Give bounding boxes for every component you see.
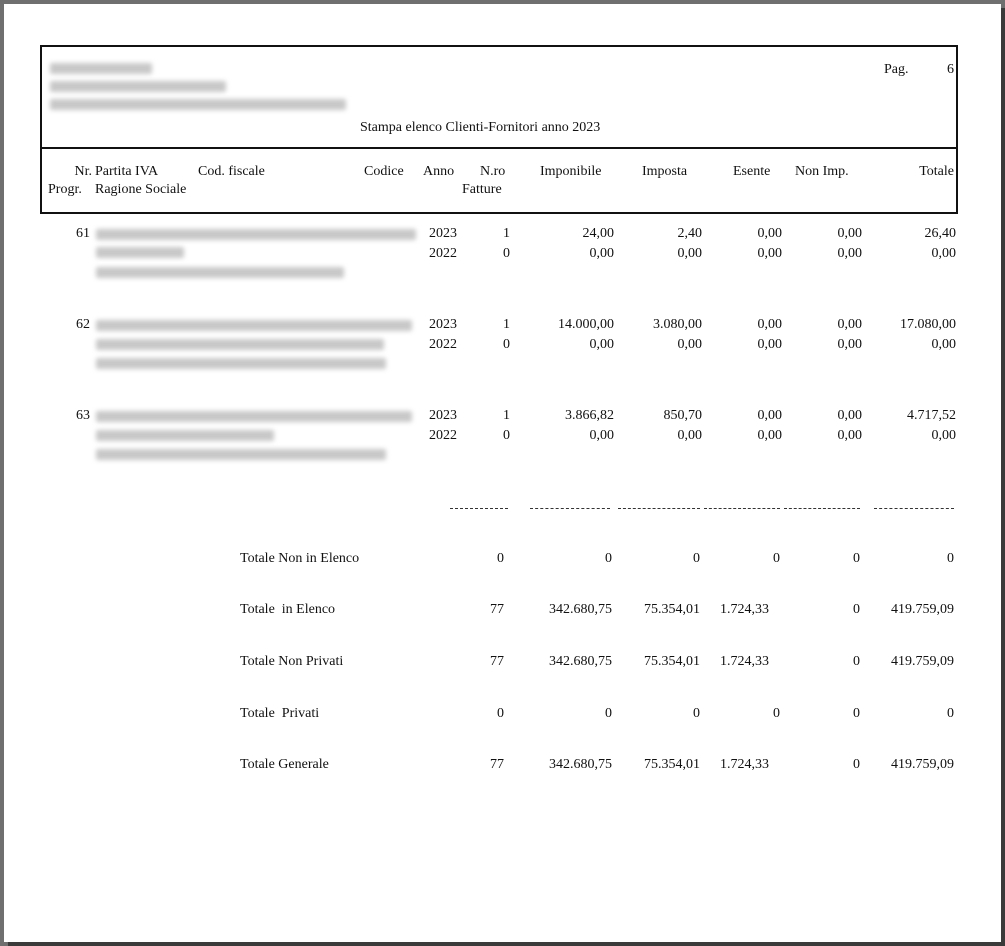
cell-anno: 2022 — [429, 428, 457, 443]
cell-nro: 1 — [503, 317, 510, 332]
cell-totale: 4.717,52 — [907, 408, 956, 423]
separator-non-imp — [784, 508, 860, 509]
total-nro: 77 — [490, 602, 504, 617]
total-nro: 77 — [490, 757, 504, 772]
cell-imponibile: 14.000,00 — [558, 317, 614, 332]
page-shadow-right — [1001, 8, 1005, 946]
cell-non-imp: 0,00 — [837, 246, 862, 261]
cell-imposta: 0,00 — [677, 337, 702, 352]
separator-esente — [704, 508, 780, 509]
cell-non-imp: 0,00 — [837, 226, 862, 241]
redacted-record-line — [96, 339, 384, 350]
cell-imposta: 0,00 — [677, 246, 702, 261]
cell-non-imp: 0,00 — [837, 408, 862, 423]
cell-nro: 0 — [503, 337, 510, 352]
cell-esente: 0,00 — [757, 408, 782, 423]
cell-totale: 0,00 — [931, 337, 956, 352]
total-nro: 0 — [497, 706, 504, 721]
page-label: Pag. — [884, 62, 909, 77]
cell-imposta: 2,40 — [677, 226, 702, 241]
col-header-anno: Anno — [423, 164, 455, 179]
page-shadow-bottom — [8, 942, 1005, 946]
cell-totale: 17.080,00 — [900, 317, 956, 332]
total-imponibile: 342.680,75 — [549, 757, 612, 772]
total-imponibile: 342.680,75 — [549, 654, 612, 669]
cell-anno: 2023 — [429, 226, 457, 241]
total-non-imp: 0 — [853, 654, 860, 669]
cell-non-imp: 0,00 — [837, 317, 862, 332]
cell-esente: 0,00 — [757, 337, 782, 352]
col-header-ragione-sociale: Ragione Sociale — [95, 182, 187, 197]
total-esente: 1.724,33 — [720, 757, 769, 772]
redacted-record-line — [96, 229, 416, 240]
total-non-imp: 0 — [853, 551, 860, 566]
col-header-totale: Totale — [919, 164, 954, 179]
total-imposta: 75.354,01 — [644, 757, 700, 772]
page-number: 6 — [947, 62, 954, 77]
total-totale: 419.759,09 — [891, 602, 954, 617]
cell-totale: 0,00 — [931, 428, 956, 443]
total-imposta: 0 — [693, 551, 700, 566]
total-label: Totale Non in Elenco — [240, 551, 360, 566]
record-progr: 63 — [76, 408, 90, 423]
redacted-company-city — [50, 99, 346, 110]
cell-imposta: 850,70 — [663, 408, 702, 423]
total-non-imp: 0 — [853, 602, 860, 617]
total-imponibile: 0 — [605, 551, 612, 566]
col-header-nro: N.ro — [480, 164, 506, 179]
cell-nro: 0 — [503, 246, 510, 261]
total-nro: 77 — [490, 654, 504, 669]
cell-imponibile: 0,00 — [589, 246, 614, 261]
col-header-esente: Esente — [733, 164, 771, 179]
cell-esente: 0,00 — [757, 226, 782, 241]
cell-esente: 0,00 — [757, 428, 782, 443]
col-header-nr: Nr. — [74, 164, 92, 179]
cell-esente: 0,00 — [757, 317, 782, 332]
redacted-record-line — [96, 247, 184, 258]
redacted-company-address — [50, 81, 226, 92]
cell-anno: 2023 — [429, 317, 457, 332]
col-header-imposta: Imposta — [642, 164, 688, 179]
total-imponibile: 342.680,75 — [549, 602, 612, 617]
total-esente: 0 — [773, 706, 780, 721]
total-non-imp: 0 — [853, 757, 860, 772]
cell-nro: 1 — [503, 408, 510, 423]
cell-imposta: 3.080,00 — [653, 317, 702, 332]
col-header-cod-fiscale: Cod. fiscale — [198, 164, 265, 179]
cell-totale: 26,40 — [924, 226, 956, 241]
col-header-codice: Codice — [364, 164, 404, 179]
total-imposta: 75.354,01 — [644, 654, 700, 669]
total-label: Totale Privati — [240, 706, 320, 721]
cell-imponibile: 24,00 — [582, 226, 614, 241]
redacted-company-name — [50, 63, 152, 74]
col-header-fatture: Fatture — [462, 182, 502, 197]
redacted-record-line — [96, 430, 274, 441]
separator-imponibile — [530, 508, 610, 509]
cell-imponibile: 0,00 — [589, 428, 614, 443]
cell-imposta: 0,00 — [677, 428, 702, 443]
cell-imponibile: 3.866,82 — [565, 408, 614, 423]
total-totale: 419.759,09 — [891, 654, 954, 669]
cell-non-imp: 0,00 — [837, 337, 862, 352]
total-label: Totale Generale — [240, 757, 329, 772]
cell-esente: 0,00 — [757, 246, 782, 261]
total-non-imp: 0 — [853, 706, 860, 721]
col-header-partita-iva: Partita IVA — [95, 164, 159, 179]
total-esente: 1.724,33 — [720, 602, 769, 617]
separator-imposta — [618, 508, 700, 509]
total-totale: 0 — [947, 706, 954, 721]
redacted-record-line — [96, 411, 412, 422]
total-label: Totale in Elenco — [240, 602, 336, 617]
cell-non-imp: 0,00 — [837, 428, 862, 443]
redacted-record-line — [96, 320, 412, 331]
total-totale: 0 — [947, 551, 954, 566]
total-totale: 419.759,09 — [891, 757, 954, 772]
total-imposta: 0 — [693, 706, 700, 721]
redacted-record-line — [96, 449, 386, 460]
header-divider — [40, 147, 958, 149]
record-progr: 62 — [76, 317, 90, 332]
cell-imponibile: 0,00 — [589, 337, 614, 352]
cell-anno: 2022 — [429, 246, 457, 261]
cell-nro: 0 — [503, 428, 510, 443]
cell-anno: 2022 — [429, 337, 457, 352]
total-esente: 0 — [773, 551, 780, 566]
total-imposta: 75.354,01 — [644, 602, 700, 617]
cell-nro: 1 — [503, 226, 510, 241]
separator-nro — [450, 508, 508, 509]
redacted-record-line — [96, 358, 386, 369]
cell-anno: 2023 — [429, 408, 457, 423]
record-progr: 61 — [76, 226, 90, 241]
total-nro: 0 — [497, 551, 504, 566]
print-preview-page — [4, 4, 1001, 942]
col-header-imponibile: Imponibile — [540, 164, 602, 179]
separator-totale — [874, 508, 954, 509]
total-esente: 1.724,33 — [720, 654, 769, 669]
total-label: Totale Non Privati — [240, 654, 344, 669]
col-header-non-imp: Non Imp. — [795, 164, 849, 179]
report-title: Stampa elenco Clienti-Fornitori anno 2023 — [360, 120, 601, 135]
total-imponibile: 0 — [605, 706, 612, 721]
col-header-progr: Progr. — [48, 182, 82, 197]
redacted-record-line — [96, 267, 344, 278]
cell-totale: 0,00 — [931, 246, 956, 261]
